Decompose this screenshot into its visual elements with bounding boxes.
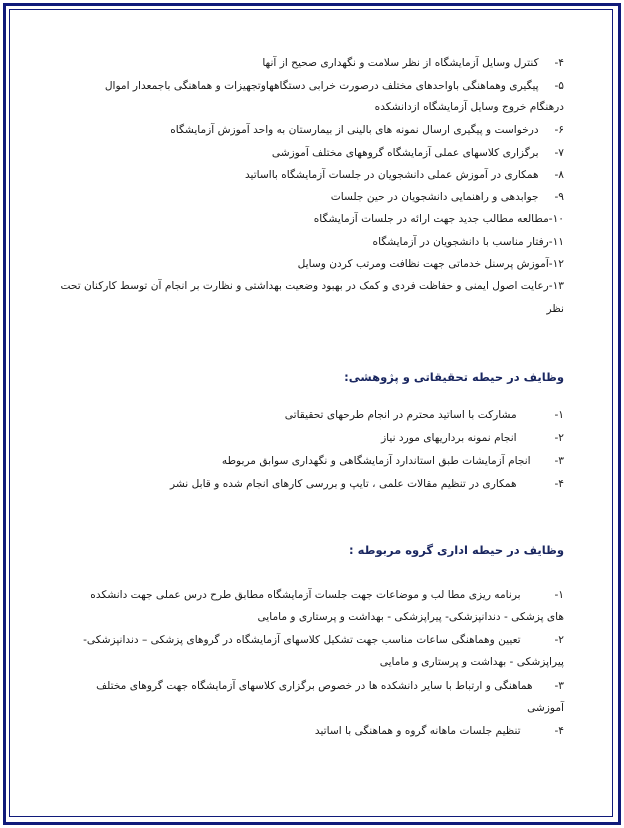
list-item: [64, 119, 564, 141]
list-item: [64, 75, 564, 97]
item-text: نظر: [546, 303, 564, 315]
item-text: برنامه ریزی مطا لب و موضاعات جهت جلسات آزمایشگاه مطابق طرح درس عملی جهت دانشکده: [90, 589, 521, 601]
section-heading-research: وظایف در حیطه تحقیقاتی و پژوهشی:: [344, 370, 564, 384]
item-number: ۱۲-: [548, 258, 564, 270]
list-item: [64, 629, 564, 651]
item-text: تنظیم جلسات ماهانه گروه و هماهنگی با اساتید: [314, 725, 521, 737]
item-text: مطالعه مطالب جدید جهت ارائه در جلسات آزمایشگاه: [313, 213, 549, 225]
list-item: [64, 142, 564, 164]
list-item: [64, 473, 564, 495]
item-text: کنترل وسایل آزمایشگاه از نظر سلامت و نگهداری صحیح از آنها: [262, 57, 539, 69]
item-number: ۱۰-: [548, 213, 564, 225]
document-content: [40, 0, 564, 828]
list-item: [64, 584, 564, 606]
list-item-continuation: [64, 96, 564, 118]
item-text: رفتار مناسب با دانشجویان در آزمایشگاه: [372, 236, 549, 248]
item-number: ۷-: [554, 147, 564, 159]
item-text: تعیین وهماهنگی ساعات مناسب جهت تشکیل کلاسهای آزمایشگاه در گروهای پزشکی – دندانپزشکی-: [83, 634, 521, 646]
item-number: ۱-: [554, 409, 564, 421]
list-item: [64, 427, 564, 449]
item-number: ۴-: [554, 57, 564, 69]
list-item: [64, 720, 564, 742]
list-item-continuation: [64, 298, 564, 320]
item-number: ۴-: [554, 725, 564, 737]
list-item-continuation: [64, 697, 564, 719]
item-text: همکاری در تنظیم مقالات علمی ، تایپ و بررسی کارهای انجام شده و قابل نشر: [170, 478, 517, 490]
item-text: همکاری در آموزش عملی دانشجویان در جلسات آزمایشگاه بااساتید: [244, 169, 539, 181]
item-number: ۱-: [554, 589, 564, 601]
item-number: ۱۱-: [548, 236, 564, 248]
item-number: ۹-: [554, 191, 564, 203]
item-number: ۸-: [554, 169, 564, 181]
item-text: درخواست و پیگیری ارسال نمونه های بالینی از بیمارستان به واحد آموزش آزمایشگاه: [170, 124, 539, 136]
list-item: [64, 52, 564, 74]
list-item: [64, 208, 564, 230]
list-item: [64, 186, 564, 208]
item-text: مشارکت با اساتید محترم در انجام طرحهای تحقیقاتی: [284, 409, 517, 421]
item-number: ۳-: [554, 680, 564, 692]
item-text: های پزشکی - دندانپزشکی- پیراپزشکی - بهداشت و پرستاری و مامایی: [257, 611, 564, 623]
item-text: آموزش پرسنل خدماتی جهت نظافت ومرتب کردن وسایل: [297, 258, 549, 270]
item-text: پیراپزشکی - بهداشت و پرستاری و مامایی: [379, 656, 564, 668]
item-number: ۵-: [554, 80, 564, 92]
item-number: ۶-: [554, 124, 564, 136]
item-number: ۱۳-: [548, 280, 564, 292]
item-text: رعایت اصول ایمنی و حفاظت فردی و کمک در بهبود وضعیت بهداشتی و نظارت بر انجام آن توسط کارکنان تحت: [60, 280, 549, 292]
list-item: [64, 164, 564, 186]
item-text: پیگیری وهماهنگی باواحدهای مختلف درصورت خرابی دستگاههاوتجهیزات و هماهنگی باجمعدار اموال: [104, 80, 539, 92]
item-text: هماهنگی و ارتباط با سایر دانشکده ها در خصوص برگزاری کلاسهای آزمایشگاه جهت گروهای مختلف: [96, 680, 533, 692]
item-text: برگزاری کلاسهای عملی آزمایشگاه گروههای مختلف آموزشی: [271, 147, 539, 159]
list-item-continuation: [64, 651, 564, 673]
item-text: انجام آزمایشات طبق استاندارد آزمایشگاهی و نگهداری سوابق مربوطه: [221, 455, 531, 467]
item-text: جوابدهی و راهنمایی دانشجویان در حین جلسات: [330, 191, 539, 203]
item-number: ۴-: [554, 478, 564, 490]
item-number: ۲-: [554, 432, 564, 444]
list-item: [60, 275, 564, 297]
list-item: [64, 404, 564, 426]
item-text: انجام نمونه برداریهای مورد نیاز: [381, 432, 517, 444]
item-text: درهنگام خروج وسایل آزمایشگاه ازدانشکده: [374, 101, 564, 113]
list-item: [64, 253, 564, 275]
list-item-continuation: [64, 606, 564, 628]
list-item: [64, 231, 564, 253]
item-text: آموزشی: [527, 702, 564, 714]
item-number: ۲-: [554, 634, 564, 646]
list-item: [64, 450, 564, 472]
item-number: ۳-: [554, 455, 564, 467]
section-heading-administrative: وظایف در حیطه اداری گروه مربوطه :: [349, 543, 564, 557]
list-item: [64, 675, 564, 697]
